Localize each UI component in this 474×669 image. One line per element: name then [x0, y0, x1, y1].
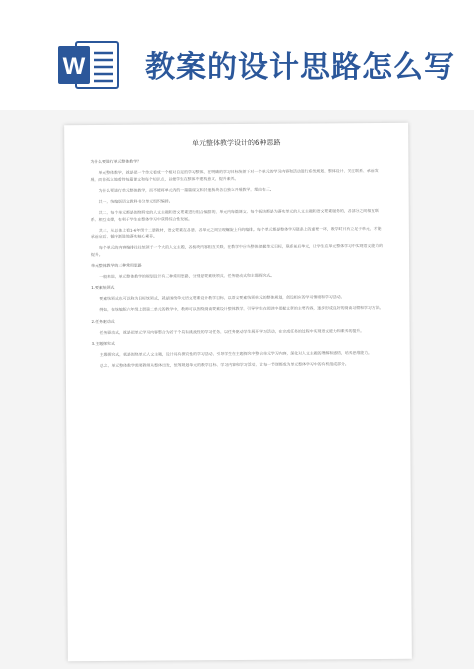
paragraph: 其三，从总体上看1-6年级十二册教材，语文要素在各册、各单元之间呈现螺旋上升的编排。每个单元都是整体学习链条上的重要一环，教学时只有立足于单元，才能承前启后、循序渐进地落实核心素养。 [90, 225, 382, 240]
word-icon-letter: W [62, 53, 86, 80]
document-page [64, 123, 412, 661]
paragraph: 单元整体教学，就是把一个单元看成一个相对自足的学习整体，在明确的学习目标统领下对一个单元的学习内容和活动进行系统规划、整体设计、关注联系、承前发展，而非孤立地看待每篇课文和每个知识点，以便学生在整体中建构意义，提升素养。 [90, 168, 379, 182]
section-heading: 单元整体教学的三种常用思路 [91, 262, 142, 269]
page-header [0, 0, 474, 110]
word-document-icon [58, 40, 120, 90]
paragraph: 要素统领式也可以称为目标统领式，就是围绕单元语文要素设计教学目标，以语文要素统领单元的整体规划，创设相应的学习情境和学习活动。 [99, 294, 345, 302]
document-paragraphs [90, 157, 383, 370]
section-heading: 2.任务驱动式 [91, 318, 115, 324]
paragraph: 任务驱动式，就是把单元学习内容整合为若干个具有挑战性的学习任务，以任务驱动学生展开学习活动，在完成任务的过程中实现语文能力和素养的提升。 [99, 327, 365, 335]
paragraph: 为什么要进行单元整体教学，而不能将单元内的一篇篇课文和其他板块各自独立开展教学，理由有三。 [98, 186, 274, 193]
paragraph: 每个单元的内容编排往往统领于一个大的人文主题，各板块内容相互关联，在教学中应当整体把握单元目标，联系前后单元，让学生在单元整体学习中实现语文能力的提升。 [91, 243, 384, 257]
document-body [64, 123, 410, 370]
paragraph: 一般来说，单元整体教学的规划设计有三种常用思路，分别是要素统领式、任务驱动式和主题探究式。 [99, 272, 275, 280]
paragraph: 其二，每个单元都是围绕特定的人文主题和语文要素进行组合编排的，单元内每篇课文、每个板块都是为落实单元的人文主题和语文要素服务的，各部分之间相互联系、相互支撑，有利于学生在整体学习中获得综合性发展。 [90, 207, 379, 222]
paragraph: 主题探究式，就是围绕单元人文主题，设计具有探究性的学习活动，引导学生在主题探究中整合单元学习内容，深化对人文主题的理解和感悟，培养思维能力。 [99, 349, 373, 357]
section-heading: 1.要素统领式 [91, 285, 115, 291]
paragraph: 总之，单元整体教学需要教师从整体出发，统筹规划单元的教学目标、学习内容和学习活动，让每一节课都成为单元整体学习中的有机组成部分。 [99, 361, 349, 368]
document-title: 单元整体教学设计的6种思路 [192, 138, 281, 148]
paragraph: 其一，统编版语文教科书分单元组织编排。 [98, 198, 173, 204]
section-heading: 3.主题探究式 [91, 340, 115, 346]
paragraph: 例如，在统编版六年级上册第二单元的教学中，教师可以围绕阅读要素设计整体教学，引导学生在阅读中把握文章的主要内容，逐步形成良好的阅读习惯和学习方法。 [99, 305, 384, 313]
section-heading: 为什么要进行单元整体教学？ [90, 158, 141, 165]
page-title: 教案的设计思路怎么写 [145, 50, 455, 85]
